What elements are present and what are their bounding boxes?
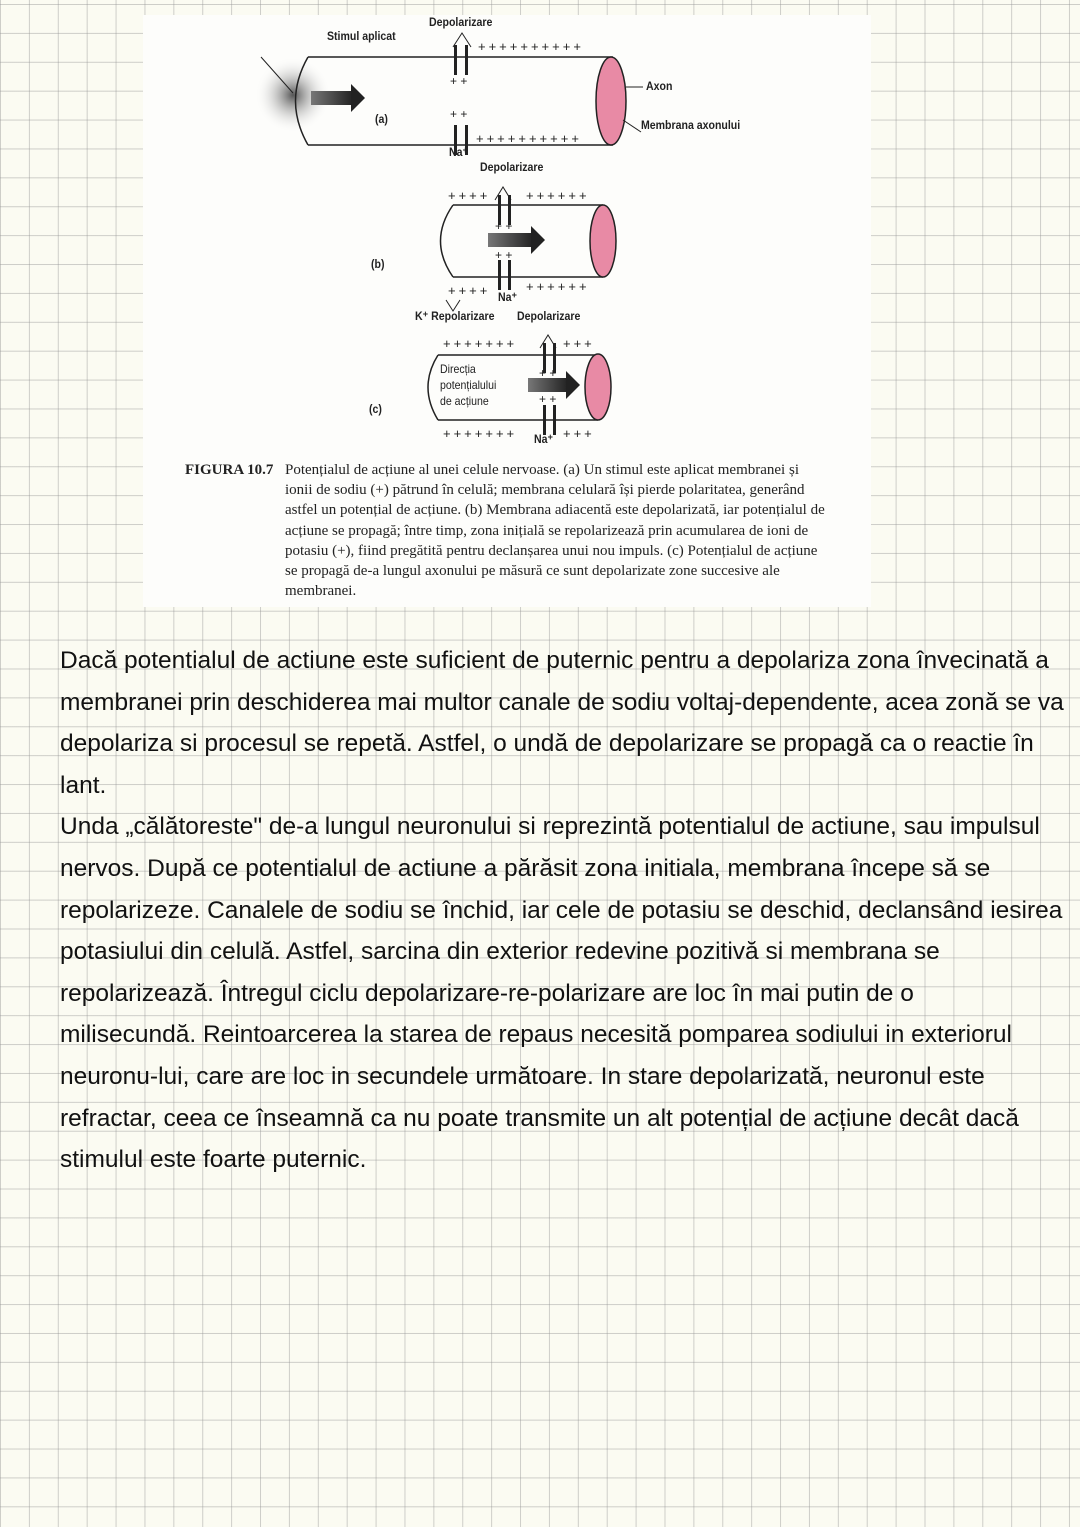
note-line: lant. [60,771,107,799]
svg-text:++++++++++: ++++++++++ [476,131,582,146]
label-depolarization-a: Depolarizare [429,15,493,29]
figure-caption [185,460,825,601]
svg-text:+++++++: +++++++ [443,336,518,351]
note-line: milisecundă. Reintoarcerea la starea de repaus necesită pomparea sodiului in exteriorul [60,1021,1012,1049]
label-panel-c: (c) [369,402,382,416]
note-line: refractar, ceea ce înseamnă ca nu poate transmite un alt potențial de acțiune decât dacă [60,1104,1019,1132]
label-k-repolarization: K⁺ Repolarizare [415,309,495,323]
action-potential-diagram [143,15,871,455]
label-depolarization-b: Depolarizare [480,160,544,174]
label-stimulus: Stimul aplicat [327,29,396,43]
svg-text:++++++++++: ++++++++++ [478,39,584,54]
label-na-b: Na⁺ [498,290,518,304]
label-axon: Axon [646,79,673,93]
note-line: Unda „călătoreste" de-a lungul neuronului si reprezintă potentialul de actiune, sau impulsul [60,813,1040,841]
note-line: repolarizează. Întregul ciclu depolarizare-re-polarizare are loc în mai putin de o [60,979,914,1007]
label-na-a: Na⁺ [449,145,469,159]
note-line: Dacă potentialul de actiune este suficient de puternic pentru a depolariza zona învecinată a [60,647,1049,674]
textbook-figure [143,15,871,607]
caption-title: FIGURA 10.7 [185,462,274,478]
label-panel-b: (b) [371,257,385,271]
axon-panel-b [441,187,617,311]
label-direction-2: potențialului [440,378,497,392]
svg-text:+++: +++ [563,336,595,351]
note-line: neuronu-lui, care are loc in secundele următoare. In stare depolarizată, neuronul este [60,1062,985,1090]
svg-text:+ +: + + [450,74,468,88]
handwritten-notes [60,640,1070,1181]
svg-text:+++: +++ [563,426,595,441]
label-panel-a: (a) [375,112,388,126]
svg-text:+ +: + + [495,248,513,262]
note-line: depolariza si procesul se repetă. Astfel, o undă de depolarizare se propagă ca o reactie în [60,730,1034,758]
axon-panel-a [255,33,643,155]
label-membrane: Membrana axonului [641,118,741,132]
note-line: repolarizeze. Canalele de sodiu se închid, iar cele de potasiu se deschid, declansând iesirea [60,896,1063,924]
note-line: membranei prin deschiderea mai multor canale de sodiu voltaj-dependente, acea zonă se va [60,688,1064,716]
note-line: nervos. După ce potentialul de actiune a părăsit zona initiala, membrana începe să se [60,854,991,882]
note-line: potasiului din celulă. Astfel, sarcina din exterior redevine pozitivă si membrana se [60,938,940,966]
label-direction-3: de acțiune [440,394,489,408]
note-line: stimulul este foarte puternic. [60,1146,367,1174]
svg-text:+ +: + + [539,366,557,380]
caption-text: Potențialul de acțiune al unei celule nervoase. (a) Un stimul este aplicat membranei și ionii de sodiu (+) pătrund în celulă; membrana celulară își pierde polaritatea, generând astfel un potențial de acțiune. (b) Membrana adiacentă este depolarizată, iar potențialul de acțiune se propagă; între timp, zona inițială se repolarizează prin acumularea de ioni de potasiu (+), fiind pregătită pentru declanșarea unui nou impuls. (c) Potențialul de acțiune se propagă de-a lungul axonului pe măsură ce sunt depolarizate zone succesive ale membranei. [285,462,825,600]
svg-text:++++: ++++ [448,283,491,298]
svg-text:+++++++: +++++++ [443,426,518,441]
svg-text:++++++: ++++++ [526,279,590,294]
svg-text:++++: ++++ [448,188,491,203]
label-direction-1: Direcția [440,362,476,376]
label-depolarization-c: Depolarizare [517,309,581,323]
label-na-c: Na⁺ [534,432,554,446]
svg-text:++++++: ++++++ [526,188,590,203]
svg-text:+ +: + + [495,219,513,233]
svg-text:+ +: + + [539,392,557,406]
svg-text:+ +: + + [450,107,468,121]
